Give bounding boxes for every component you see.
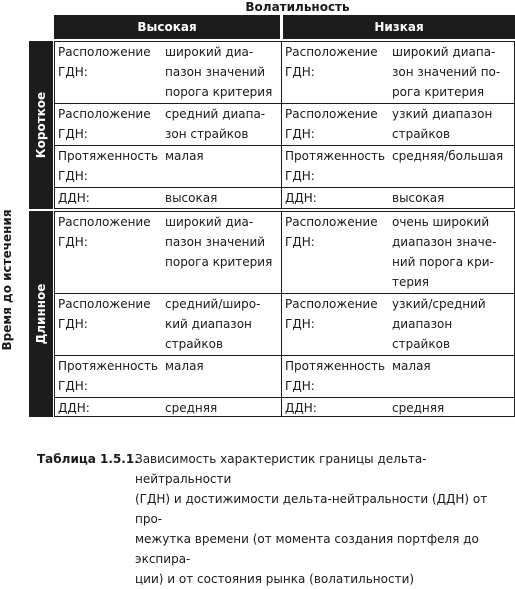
cell-value: широкий диа- пазон значений порога критерия xyxy=(165,215,273,269)
cell-value: широкий диапа- зон значений по- рога критерия xyxy=(392,45,501,99)
cell-value: узкий диапазон страйков xyxy=(392,107,493,141)
cell-short-low-location-1 xyxy=(281,41,515,104)
cell-short-low-location-2 xyxy=(281,103,515,146)
cell-value: средняя xyxy=(165,401,218,415)
cell-label: ДДН: xyxy=(285,191,317,205)
cell-label: Протяженность ГДН: xyxy=(285,359,386,393)
caption-number: Таблица 1.5.1. xyxy=(37,452,139,466)
row-header-short xyxy=(29,41,53,209)
cell-label: Протяженность ГДН: xyxy=(58,149,159,183)
cell-label: Расположение ГДН: xyxy=(58,107,151,141)
cell-value: средняя/большая xyxy=(392,149,504,163)
cell-label: Расположение ГДН: xyxy=(285,215,378,249)
cell-long-high-ddn xyxy=(54,397,282,417)
cell-label: Протяженность ГДН: xyxy=(285,149,386,183)
volatility-axis-title: Волатильность xyxy=(245,0,350,14)
cell-label: Расположение ГДН: xyxy=(285,45,378,79)
cell-value: средний/широ- кий диапазон страйков xyxy=(165,297,261,351)
caption-text: Зависимость характеристик границы дельта-нейтральности (ГДН) и достижимости дельта-нейтральности (ДДН) от про- межутка времени (от момента создания портфеля до экспира- ции) и от состояния рынка (волатильности) xyxy=(135,452,488,586)
cell-value: высокая xyxy=(165,191,218,205)
cell-value: малая xyxy=(165,149,204,163)
cell-value: очень широкий диапазон значе- ний порога кри- терия xyxy=(392,215,497,289)
comparison-table xyxy=(29,15,515,417)
cell-short-high-extent xyxy=(54,145,282,188)
cell-value: широкий диа- пазон значений порога критерия xyxy=(165,45,273,99)
cell-label: ДДН: xyxy=(285,401,317,415)
row-header-short-label: Короткое xyxy=(34,91,48,159)
cell-label: Расположение ГДН: xyxy=(285,297,378,331)
cell-value: средняя xyxy=(392,401,445,415)
cell-label: Расположение ГДН: xyxy=(58,215,151,249)
cell-value: малая xyxy=(392,359,431,373)
cell-long-low-ddn xyxy=(281,397,515,417)
cell-value: средний диапа- зон страйков xyxy=(165,107,266,141)
row-header-long-label: Длинное xyxy=(34,283,48,345)
column-header-high: Высокая xyxy=(54,15,280,39)
cell-long-high-extent xyxy=(54,355,282,398)
cell-long-high-location-2 xyxy=(54,293,282,356)
cell-short-low-extent xyxy=(281,145,515,188)
cell-long-low-location-2 xyxy=(281,293,515,356)
cell-short-high-location-1 xyxy=(54,41,282,104)
cell-label: ДДН: xyxy=(58,191,90,205)
cell-short-low-ddn xyxy=(281,187,515,209)
cell-label: Протяженность ГДН: xyxy=(58,359,159,393)
cell-short-high-ddn xyxy=(54,187,282,209)
cell-label: Расположение ГДН: xyxy=(58,45,151,79)
cell-value: малая xyxy=(165,359,204,373)
cell-label: Расположение ГДН: xyxy=(285,107,378,141)
cell-value: высокая xyxy=(392,191,445,205)
cell-long-low-extent xyxy=(281,355,515,398)
cell-value: узкий/средний диапазон страйков xyxy=(392,297,486,351)
column-header-low: Низкая xyxy=(283,15,515,39)
cell-label: Расположение ГДН: xyxy=(58,297,151,331)
cell-long-low-location-1 xyxy=(281,211,515,294)
cell-short-high-location-2 xyxy=(54,103,282,146)
cell-long-high-location-1 xyxy=(54,211,282,294)
row-header-long xyxy=(29,211,53,417)
time-axis-title: Время до истечения xyxy=(0,209,14,351)
cell-label: ДДН: xyxy=(58,401,90,415)
